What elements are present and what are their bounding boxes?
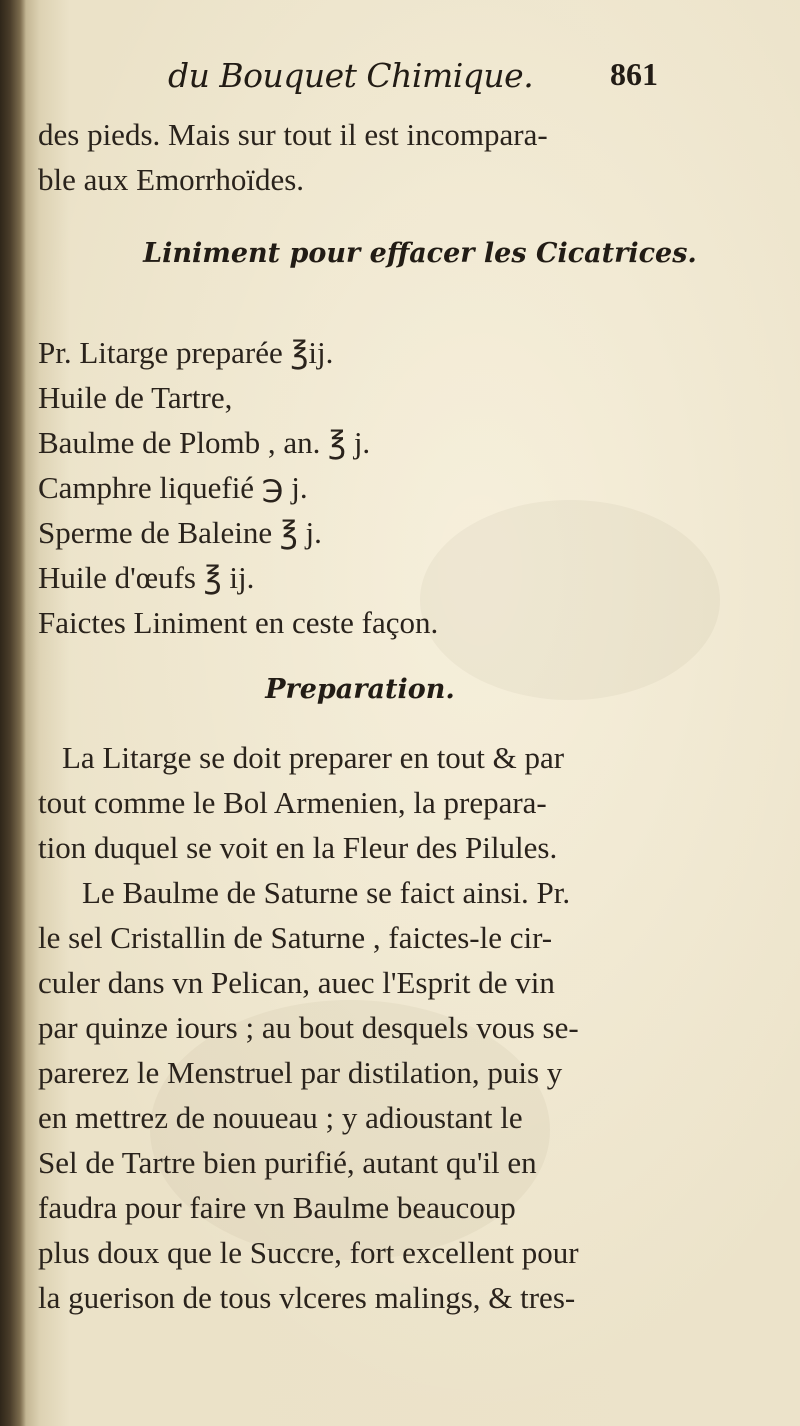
- text-line: tout comme le Bol Armenien, la prepara-: [38, 785, 547, 820]
- text-line: plus doux que le Succre, fort excellent pour: [38, 1235, 579, 1270]
- page-number: 861: [610, 56, 658, 92]
- text-line: La Litarge se doit preparer en tout & par: [62, 740, 565, 775]
- opening-paragraph: [38, 112, 688, 202]
- text-line: tion duquel se voit en la Fleur des Pilules.: [38, 830, 558, 865]
- recipe-item: Huile de Tartre,: [38, 380, 233, 415]
- section-heading: Preparation.: [265, 674, 455, 705]
- recipe-item: Sperme de Baleine ℥ j.: [38, 515, 322, 550]
- text-line: faudra pour faire vn Baulme beaucoup: [38, 1190, 516, 1225]
- recipe-item: Huile d'œufs ℥ ij.: [38, 560, 255, 595]
- preparation-paragraph: [38, 735, 688, 1320]
- text-line: par quinze iours ; au bout desquels vous se-: [38, 1010, 579, 1045]
- running-title: du Bouquet Chimique.: [168, 56, 534, 95]
- text-line: des pieds. Mais sur tout il est incompara-: [38, 117, 548, 152]
- text-line: en mettrez de nouueau ; y adioustant le: [38, 1100, 523, 1135]
- text-line: ble aux Emorrhoïdes.: [38, 162, 305, 197]
- text-line: Sel de Tartre bien purifié, autant qu'il en: [38, 1145, 537, 1180]
- text-line: parerez le Menstruel par distilation, puis y: [38, 1055, 563, 1090]
- text-line: Le Baulme de Saturne se faict ainsi. Pr.: [82, 875, 571, 910]
- text-line: culer dans vn Pelican, auec l'Esprit de vin: [38, 965, 555, 1000]
- page-header: [0, 48, 800, 98]
- binding-gutter: [0, 0, 26, 1426]
- recipe-list: [38, 330, 688, 645]
- recipe-item: Camphre liquefié ℈ j.: [38, 470, 308, 505]
- recipe-item: Pr. Litarge preparée ℥ij.: [38, 335, 334, 370]
- text-line: la guerison de tous vlceres malings, & tres-: [38, 1280, 576, 1315]
- text-line: le sel Cristallin de Saturne , faictes-le cir-: [38, 920, 553, 955]
- recipe-item: Baulme de Plomb , an. ℥ j.: [38, 425, 371, 460]
- recipe-item: Faictes Liniment en ceste façon.: [38, 605, 439, 640]
- section-heading: Liniment pour effacer les Cicatrices.: [143, 238, 697, 269]
